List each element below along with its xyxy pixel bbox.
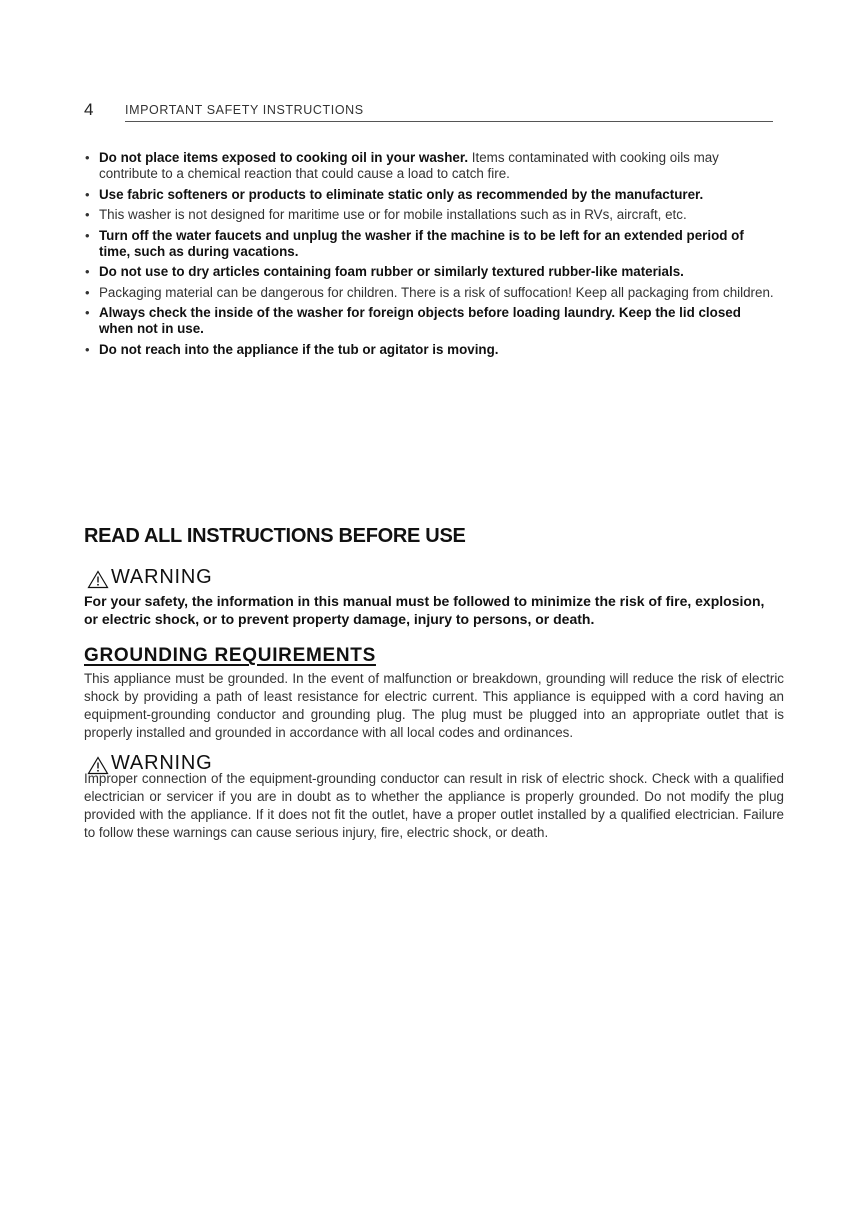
bullet-foreign-objects: [84, 305, 774, 337]
page-number: 4: [84, 100, 94, 119]
bullet-bold-text: Do not reach into the appliance if the tub or agitator is moving.: [99, 341, 499, 357]
section-title: IMPORTANT SAFETY INSTRUCTIONS: [125, 103, 364, 117]
bullet-water-faucets: [84, 228, 774, 260]
bullet-bold-text: Do not place items exposed to cooking oil in your washer.: [99, 150, 469, 165]
bullet-cooking-oil: [84, 150, 774, 182]
bullet-bold-text: Always check the inside of the washer for foreign objects before loading laundry. Keep the lid closed when not in use.: [99, 305, 741, 336]
bullet-foam-rubber: [84, 264, 774, 280]
bullet-tub-moving: [84, 342, 774, 358]
warning-safety-text: For your safety, the information in this manual must be followed to minimize the risk of fire, explosion, or electric shock, or to prevent property damage, injury to persons, or death.: [84, 593, 765, 627]
warning-triangle-icon: [87, 570, 109, 589]
warning-label: WARNING: [111, 752, 213, 774]
bullet-bold-text: Do not use to dry articles containing foam rubber or similarly textured rubber-like materials.: [99, 264, 684, 279]
bullet-text: Items contaminated with cooking oils may contribute to a chemical reaction that could cause a load to catch fire.: [99, 150, 719, 181]
warning-label: WARNING: [111, 566, 213, 588]
warning-heading: [87, 566, 213, 589]
bullet-bold-text: Turn off the water faucets and unplug the washer if the machine is to be left for an extended period of time, such as during vacations.: [99, 227, 744, 259]
grounding-warning-paragraph: Improper connection of the equipment-grounding conductor can result in risk of electric shock. Check with a qualified electrician or servicer if you are in doubt as to whether the appliance is properly grounded. Do not modify the plug provided with the appliance. If it does not fit the outlet, have a proper outlet installed by a qualified electrician. Failure to follow these warnings can cause serious injury, fire, electric shock, or death.: [84, 771, 784, 840]
bullet-text: Packaging material can be dangerous for children. There is a risk of suffocation! Keep all packaging from children.: [99, 284, 774, 300]
header-divider: [125, 121, 773, 122]
read-all-instructions-heading: READ ALL INSTRUCTIONS BEFORE USE: [84, 525, 466, 547]
bullet-text: This washer is not designed for maritime use or for mobile installations such as in RVs, aircraft, etc.: [99, 207, 687, 222]
bullet-fabric-softeners: [84, 187, 774, 203]
page-header: [84, 100, 773, 122]
bullet-maritime-use: [84, 207, 774, 223]
bullet-packaging: [84, 285, 774, 301]
grounding-requirements-heading: GROUNDING REQUIREMENTS: [84, 645, 376, 666]
bullet-bold-text: Use fabric softeners or products to eliminate static only as recommended by the manufacturer.: [99, 186, 704, 202]
safety-bullet-list: [84, 150, 774, 362]
grounding-paragraph: This appliance must be grounded. In the event of malfunction or breakdown, grounding will reduce the risk of electric shock by providing a path of least resistance for electric current. This appliance is equipped with a cord having an equipment-grounding conductor and grounding plug. The plug must be plugged into an appropriate outlet that is properly installed and grounded in accordance with all local codes and ordinances.: [84, 671, 784, 740]
